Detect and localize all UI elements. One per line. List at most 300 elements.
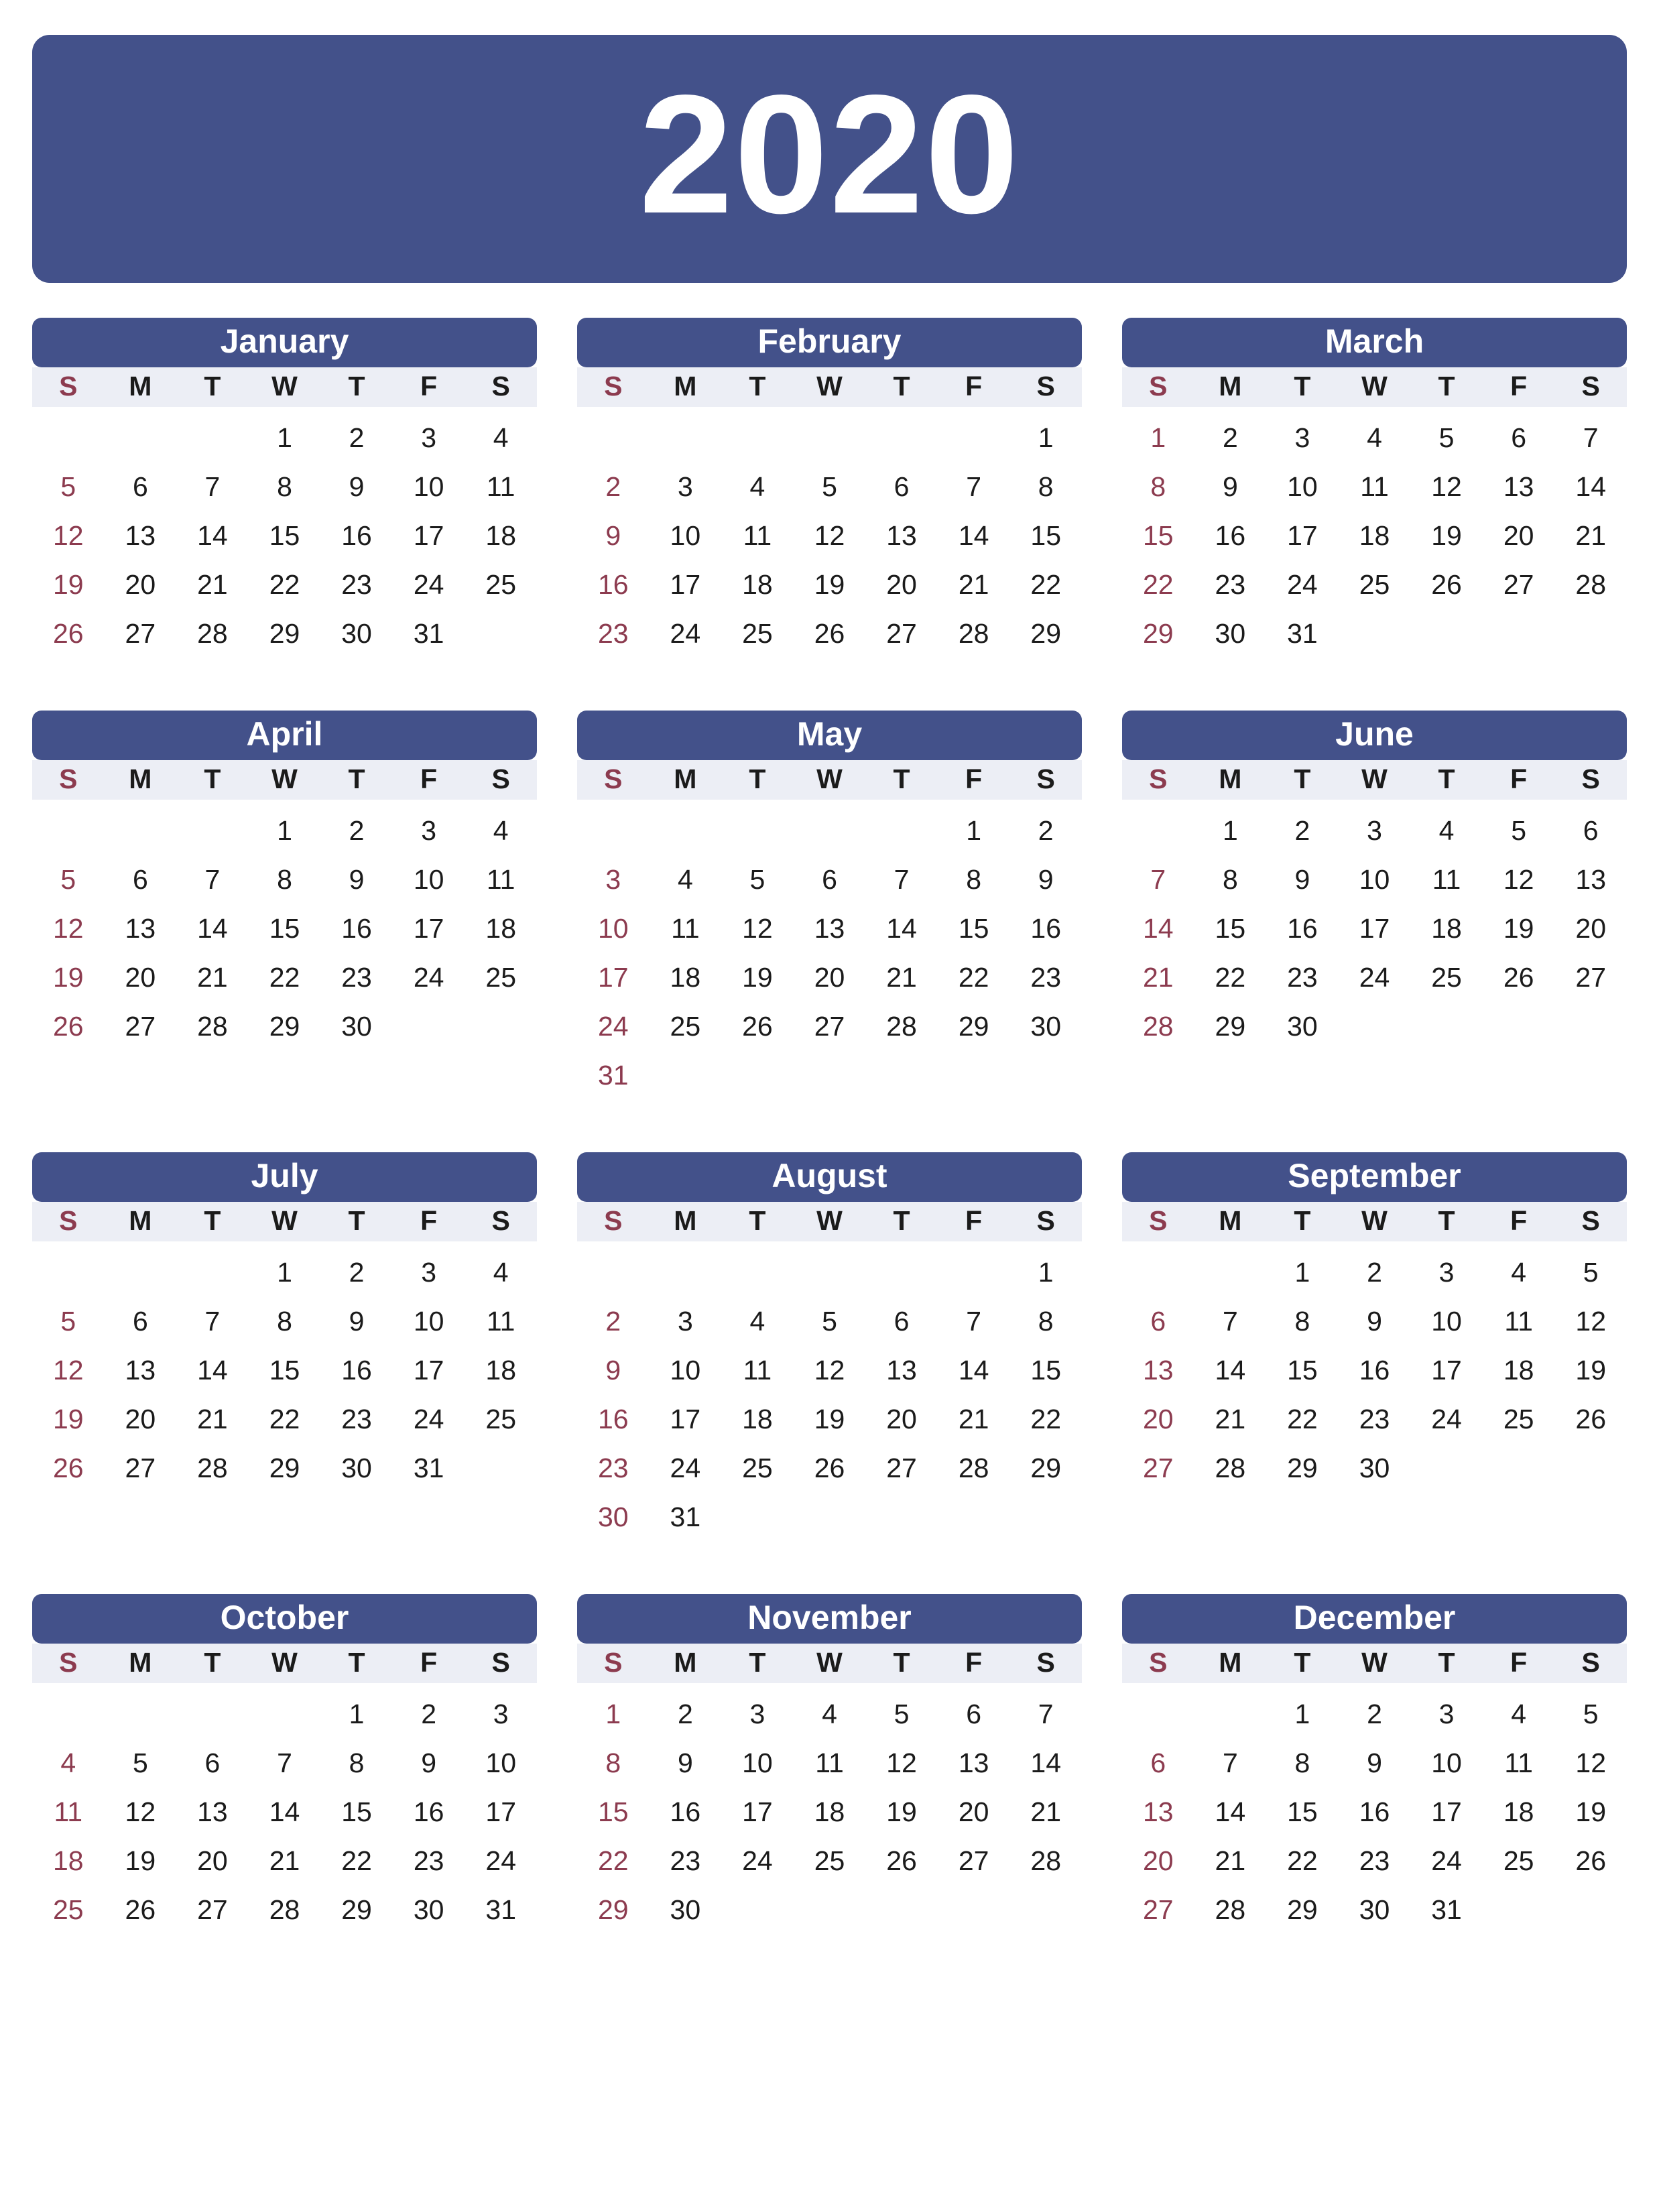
- day-cell[interactable]: 22: [597, 1845, 629, 1877]
- day-cell[interactable]: 2: [605, 471, 621, 503]
- day-cell[interactable]: 5: [822, 1306, 837, 1337]
- day-cell[interactable]: 28: [886, 1011, 917, 1042]
- day-cell[interactable]: 17: [1287, 520, 1318, 552]
- day-cell[interactable]: 8: [1038, 1306, 1054, 1337]
- day-cell[interactable]: 14: [1142, 913, 1174, 944]
- day-cell[interactable]: 18: [670, 962, 701, 993]
- day-cell[interactable]: 9: [605, 1355, 621, 1386]
- day-cell[interactable]: 10: [413, 471, 444, 503]
- day-cell[interactable]: 30: [341, 618, 372, 650]
- day-cell[interactable]: 26: [886, 1845, 917, 1877]
- day-cell[interactable]: 3: [749, 1699, 765, 1730]
- day-cell[interactable]: 28: [1142, 1011, 1174, 1042]
- day-cell[interactable]: 13: [125, 1355, 156, 1386]
- day-cell[interactable]: 13: [1142, 1355, 1174, 1386]
- day-cell[interactable]: 10: [1287, 471, 1318, 503]
- day-cell[interactable]: 5: [60, 864, 76, 896]
- day-cell[interactable]: 17: [1431, 1796, 1462, 1828]
- day-cell[interactable]: 21: [958, 1404, 989, 1435]
- day-cell[interactable]: 12: [52, 520, 84, 552]
- day-cell[interactable]: 24: [1359, 962, 1390, 993]
- day-cell[interactable]: 30: [413, 1894, 444, 1926]
- day-cell[interactable]: 30: [1359, 1453, 1390, 1484]
- day-cell[interactable]: 6: [132, 471, 148, 503]
- day-cell[interactable]: 3: [421, 815, 437, 847]
- day-cell[interactable]: 12: [742, 913, 773, 944]
- day-cell[interactable]: 7: [1583, 422, 1599, 454]
- day-cell[interactable]: 9: [677, 1747, 693, 1779]
- day-cell[interactable]: 4: [749, 1306, 765, 1337]
- day-cell[interactable]: 1: [277, 815, 292, 847]
- day-cell[interactable]: 9: [1367, 1306, 1382, 1337]
- day-cell[interactable]: 3: [1294, 422, 1310, 454]
- day-cell[interactable]: 18: [742, 1404, 773, 1435]
- day-cell[interactable]: 4: [1438, 815, 1455, 847]
- day-cell[interactable]: 28: [1215, 1453, 1246, 1484]
- day-cell[interactable]: 20: [1142, 1845, 1174, 1877]
- day-cell[interactable]: 4: [1367, 422, 1382, 454]
- day-cell[interactable]: 1: [605, 1699, 621, 1730]
- day-cell[interactable]: 21: [197, 962, 228, 993]
- day-cell[interactable]: 24: [413, 569, 444, 601]
- day-cell[interactable]: 9: [1294, 864, 1310, 896]
- day-cell[interactable]: 10: [597, 913, 629, 944]
- day-cell[interactable]: 8: [1294, 1306, 1310, 1337]
- day-cell[interactable]: 1: [1038, 1257, 1054, 1288]
- day-cell[interactable]: 8: [277, 864, 292, 896]
- day-cell[interactable]: 27: [1142, 1453, 1174, 1484]
- day-cell[interactable]: 20: [125, 1404, 156, 1435]
- day-cell[interactable]: 12: [814, 1355, 845, 1386]
- day-cell[interactable]: 18: [1431, 913, 1462, 944]
- day-cell[interactable]: 14: [1215, 1355, 1246, 1386]
- day-cell[interactable]: 23: [341, 569, 372, 601]
- day-cell[interactable]: 2: [1294, 815, 1310, 847]
- day-cell[interactable]: 13: [814, 913, 845, 944]
- day-cell[interactable]: 5: [60, 1306, 76, 1337]
- day-cell[interactable]: 15: [1287, 1355, 1318, 1386]
- day-cell[interactable]: 23: [1359, 1845, 1390, 1877]
- day-cell[interactable]: 14: [958, 520, 989, 552]
- day-cell[interactable]: 23: [413, 1845, 444, 1877]
- day-cell[interactable]: 19: [125, 1845, 156, 1877]
- day-cell[interactable]: 22: [1215, 962, 1246, 993]
- day-cell[interactable]: 2: [349, 815, 365, 847]
- day-cell[interactable]: 27: [1503, 569, 1534, 601]
- day-cell[interactable]: 22: [341, 1845, 372, 1877]
- day-cell[interactable]: 3: [421, 422, 437, 454]
- day-cell[interactable]: 17: [597, 962, 629, 993]
- day-cell[interactable]: 26: [1503, 962, 1534, 993]
- day-cell[interactable]: 3: [1367, 815, 1382, 847]
- day-cell[interactable]: 28: [197, 1011, 228, 1042]
- day-cell[interactable]: 5: [822, 471, 837, 503]
- day-cell[interactable]: 18: [742, 569, 773, 601]
- day-cell[interactable]: 27: [197, 1894, 228, 1926]
- day-cell[interactable]: 29: [269, 1011, 300, 1042]
- day-cell[interactable]: 21: [1215, 1845, 1246, 1877]
- day-cell[interactable]: 24: [1287, 569, 1318, 601]
- day-cell[interactable]: 4: [749, 471, 765, 503]
- day-cell[interactable]: 25: [742, 618, 773, 650]
- day-cell[interactable]: 23: [597, 618, 629, 650]
- day-cell[interactable]: 13: [958, 1747, 989, 1779]
- day-cell[interactable]: 23: [597, 1453, 629, 1484]
- day-cell[interactable]: 3: [493, 1699, 509, 1730]
- day-cell[interactable]: 1: [1294, 1257, 1310, 1288]
- day-cell[interactable]: 31: [670, 1501, 701, 1533]
- day-cell[interactable]: 6: [204, 1747, 221, 1779]
- day-cell[interactable]: 7: [966, 471, 982, 503]
- day-cell[interactable]: 11: [1504, 1747, 1533, 1779]
- day-cell[interactable]: 24: [742, 1845, 773, 1877]
- day-cell[interactable]: 6: [132, 1306, 148, 1337]
- day-cell[interactable]: 3: [1438, 1699, 1455, 1730]
- day-cell[interactable]: 20: [197, 1845, 228, 1877]
- day-cell[interactable]: 16: [1215, 520, 1246, 552]
- day-cell[interactable]: 10: [670, 520, 701, 552]
- day-cell[interactable]: 25: [52, 1894, 84, 1926]
- day-cell[interactable]: 19: [814, 1404, 845, 1435]
- day-cell[interactable]: 19: [52, 569, 84, 601]
- day-cell[interactable]: 18: [52, 1845, 84, 1877]
- day-cell[interactable]: 15: [1030, 1355, 1061, 1386]
- day-cell[interactable]: 19: [814, 569, 845, 601]
- day-cell[interactable]: 2: [1038, 815, 1054, 847]
- day-cell[interactable]: 24: [413, 1404, 444, 1435]
- day-cell[interactable]: 2: [349, 1257, 365, 1288]
- day-cell[interactable]: 19: [886, 1796, 917, 1828]
- day-cell[interactable]: 15: [1287, 1796, 1318, 1828]
- day-cell[interactable]: 23: [1030, 962, 1061, 993]
- day-cell[interactable]: 1: [966, 815, 982, 847]
- day-cell[interactable]: 14: [958, 1355, 989, 1386]
- day-cell[interactable]: 17: [485, 1796, 516, 1828]
- day-cell[interactable]: 7: [966, 1306, 982, 1337]
- day-cell[interactable]: 29: [1287, 1894, 1318, 1926]
- day-cell[interactable]: 5: [60, 471, 76, 503]
- day-cell[interactable]: 22: [269, 1404, 300, 1435]
- day-cell[interactable]: 13: [125, 520, 156, 552]
- day-cell[interactable]: 13: [1503, 471, 1534, 503]
- day-cell[interactable]: 9: [1038, 864, 1054, 896]
- day-cell[interactable]: 25: [1359, 569, 1390, 601]
- day-cell[interactable]: 6: [894, 1306, 910, 1337]
- day-cell[interactable]: 14: [197, 1355, 228, 1386]
- day-cell[interactable]: 18: [485, 913, 516, 944]
- day-cell[interactable]: 29: [341, 1894, 372, 1926]
- day-cell[interactable]: 12: [1503, 864, 1534, 896]
- day-cell[interactable]: 16: [597, 1404, 629, 1435]
- day-cell[interactable]: 1: [1294, 1699, 1310, 1730]
- day-cell[interactable]: 7: [894, 864, 910, 896]
- day-cell[interactable]: 10: [413, 864, 444, 896]
- day-cell[interactable]: 13: [1575, 864, 1606, 896]
- day-cell[interactable]: 19: [52, 1404, 84, 1435]
- day-cell[interactable]: 11: [486, 1306, 515, 1337]
- day-cell[interactable]: 29: [1287, 1453, 1318, 1484]
- day-cell[interactable]: 30: [1287, 1011, 1318, 1042]
- day-cell[interactable]: 7: [204, 1306, 221, 1337]
- day-cell[interactable]: 25: [1431, 962, 1462, 993]
- day-cell[interactable]: 25: [1503, 1845, 1534, 1877]
- day-cell[interactable]: 25: [485, 962, 516, 993]
- day-cell[interactable]: 25: [670, 1011, 701, 1042]
- day-cell[interactable]: 29: [269, 618, 300, 650]
- day-cell[interactable]: 26: [1575, 1404, 1606, 1435]
- day-cell[interactable]: 2: [349, 422, 365, 454]
- day-cell[interactable]: 14: [269, 1796, 300, 1828]
- day-cell[interactable]: 27: [125, 1011, 156, 1042]
- day-cell[interactable]: 8: [605, 1747, 621, 1779]
- day-cell[interactable]: 19: [1575, 1355, 1606, 1386]
- day-cell[interactable]: 6: [132, 864, 148, 896]
- day-cell[interactable]: 17: [1359, 913, 1390, 944]
- day-cell[interactable]: 14: [1215, 1796, 1246, 1828]
- day-cell[interactable]: 24: [670, 1453, 701, 1484]
- day-cell[interactable]: 19: [52, 962, 84, 993]
- day-cell[interactable]: 29: [1030, 618, 1061, 650]
- day-cell[interactable]: 29: [1215, 1011, 1246, 1042]
- day-cell[interactable]: 14: [197, 520, 228, 552]
- day-cell[interactable]: 5: [749, 864, 765, 896]
- day-cell[interactable]: 4: [1511, 1257, 1527, 1288]
- day-cell[interactable]: 9: [349, 471, 365, 503]
- day-cell[interactable]: 7: [204, 471, 221, 503]
- day-cell[interactable]: 8: [349, 1747, 365, 1779]
- day-cell[interactable]: 17: [413, 913, 444, 944]
- day-cell[interactable]: 3: [677, 471, 693, 503]
- day-cell[interactable]: 20: [886, 1404, 917, 1435]
- day-cell[interactable]: 19: [1503, 913, 1534, 944]
- day-cell[interactable]: 16: [341, 913, 372, 944]
- day-cell[interactable]: 15: [597, 1796, 629, 1828]
- day-cell[interactable]: 30: [1359, 1894, 1390, 1926]
- day-cell[interactable]: 30: [1030, 1011, 1061, 1042]
- day-cell[interactable]: 1: [1222, 815, 1238, 847]
- day-cell[interactable]: 11: [1360, 471, 1389, 503]
- day-cell[interactable]: 21: [269, 1845, 300, 1877]
- day-cell[interactable]: 1: [1038, 422, 1054, 454]
- day-cell[interactable]: 24: [597, 1011, 629, 1042]
- day-cell[interactable]: 18: [485, 520, 516, 552]
- day-cell[interactable]: 10: [1431, 1306, 1462, 1337]
- day-cell[interactable]: 30: [341, 1011, 372, 1042]
- day-cell[interactable]: 12: [1575, 1306, 1606, 1337]
- day-cell[interactable]: 14: [1030, 1747, 1061, 1779]
- day-cell[interactable]: 12: [52, 1355, 84, 1386]
- day-cell[interactable]: 1: [349, 1699, 365, 1730]
- day-cell[interactable]: 20: [958, 1796, 989, 1828]
- day-cell[interactable]: 30: [1215, 618, 1246, 650]
- day-cell[interactable]: 31: [413, 618, 444, 650]
- day-cell[interactable]: 12: [1575, 1747, 1606, 1779]
- day-cell[interactable]: 10: [742, 1747, 773, 1779]
- day-cell[interactable]: 7: [1150, 864, 1166, 896]
- day-cell[interactable]: 22: [1030, 569, 1061, 601]
- day-cell[interactable]: 2: [421, 1699, 437, 1730]
- day-cell[interactable]: 9: [1367, 1747, 1382, 1779]
- day-cell[interactable]: 5: [132, 1747, 148, 1779]
- day-cell[interactable]: 13: [197, 1796, 228, 1828]
- day-cell[interactable]: 13: [125, 913, 156, 944]
- day-cell[interactable]: 21: [958, 569, 989, 601]
- day-cell[interactable]: 6: [966, 1699, 982, 1730]
- day-cell[interactable]: 16: [670, 1796, 701, 1828]
- day-cell[interactable]: 31: [1431, 1894, 1462, 1926]
- day-cell[interactable]: 31: [485, 1894, 516, 1926]
- day-cell[interactable]: 12: [1431, 471, 1462, 503]
- day-cell[interactable]: 22: [269, 962, 300, 993]
- day-cell[interactable]: 17: [413, 1355, 444, 1386]
- day-cell[interactable]: 18: [1503, 1796, 1534, 1828]
- day-cell[interactable]: 14: [886, 913, 917, 944]
- day-cell[interactable]: 21: [1575, 520, 1606, 552]
- day-cell[interactable]: 23: [341, 1404, 372, 1435]
- day-cell[interactable]: 15: [269, 913, 300, 944]
- day-cell[interactable]: 27: [814, 1011, 845, 1042]
- day-cell[interactable]: 27: [1575, 962, 1606, 993]
- day-cell[interactable]: 1: [1150, 422, 1166, 454]
- day-cell[interactable]: 12: [125, 1796, 156, 1828]
- day-cell[interactable]: 7: [1222, 1747, 1238, 1779]
- day-cell[interactable]: 9: [421, 1747, 437, 1779]
- day-cell[interactable]: 23: [670, 1845, 701, 1877]
- day-cell[interactable]: 5: [1583, 1699, 1599, 1730]
- day-cell[interactable]: 15: [1142, 520, 1174, 552]
- day-cell[interactable]: 26: [1431, 569, 1462, 601]
- day-cell[interactable]: 8: [277, 471, 292, 503]
- day-cell[interactable]: 11: [1432, 864, 1461, 896]
- day-cell[interactable]: 29: [597, 1894, 629, 1926]
- day-cell[interactable]: 8: [1294, 1747, 1310, 1779]
- day-cell[interactable]: 18: [1503, 1355, 1534, 1386]
- day-cell[interactable]: 31: [1287, 618, 1318, 650]
- day-cell[interactable]: 3: [605, 864, 621, 896]
- day-cell[interactable]: 4: [677, 864, 693, 896]
- day-cell[interactable]: 18: [814, 1796, 845, 1828]
- day-cell[interactable]: 12: [814, 520, 845, 552]
- day-cell[interactable]: 2: [1367, 1257, 1382, 1288]
- day-cell[interactable]: 16: [1359, 1355, 1390, 1386]
- day-cell[interactable]: 5: [1583, 1257, 1599, 1288]
- day-cell[interactable]: 26: [52, 618, 84, 650]
- day-cell[interactable]: 20: [886, 569, 917, 601]
- day-cell[interactable]: 21: [1142, 962, 1174, 993]
- day-cell[interactable]: 5: [1511, 815, 1527, 847]
- day-cell[interactable]: 4: [493, 1257, 509, 1288]
- day-cell[interactable]: 27: [125, 1453, 156, 1484]
- day-cell[interactable]: 20: [814, 962, 845, 993]
- day-cell[interactable]: 28: [269, 1894, 300, 1926]
- day-cell[interactable]: 10: [670, 1355, 701, 1386]
- day-cell[interactable]: 20: [1503, 520, 1534, 552]
- day-cell[interactable]: 25: [742, 1453, 773, 1484]
- day-cell[interactable]: 7: [277, 1747, 292, 1779]
- day-cell[interactable]: 31: [413, 1453, 444, 1484]
- day-cell[interactable]: 15: [269, 520, 300, 552]
- day-cell[interactable]: 16: [413, 1796, 444, 1828]
- day-cell[interactable]: 4: [60, 1747, 76, 1779]
- day-cell[interactable]: 25: [485, 569, 516, 601]
- day-cell[interactable]: 28: [1575, 569, 1606, 601]
- day-cell[interactable]: 30: [670, 1894, 701, 1926]
- day-cell[interactable]: 15: [341, 1796, 372, 1828]
- day-cell[interactable]: 6: [1583, 815, 1599, 847]
- day-cell[interactable]: 23: [1287, 962, 1318, 993]
- day-cell[interactable]: 22: [1287, 1845, 1318, 1877]
- day-cell[interactable]: 16: [597, 569, 629, 601]
- day-cell[interactable]: 24: [413, 962, 444, 993]
- day-cell[interactable]: 21: [1215, 1404, 1246, 1435]
- day-cell[interactable]: 10: [413, 1306, 444, 1337]
- day-cell[interactable]: 8: [966, 864, 982, 896]
- day-cell[interactable]: 11: [743, 520, 772, 552]
- day-cell[interactable]: 4: [493, 815, 509, 847]
- day-cell[interactable]: 11: [1504, 1306, 1533, 1337]
- day-cell[interactable]: 21: [886, 962, 917, 993]
- day-cell[interactable]: 5: [1438, 422, 1455, 454]
- day-cell[interactable]: 11: [54, 1796, 83, 1828]
- day-cell[interactable]: 23: [341, 962, 372, 993]
- day-cell[interactable]: 16: [341, 520, 372, 552]
- day-cell[interactable]: 4: [822, 1699, 837, 1730]
- day-cell[interactable]: 23: [1359, 1404, 1390, 1435]
- day-cell[interactable]: 17: [670, 1404, 701, 1435]
- day-cell[interactable]: 10: [485, 1747, 516, 1779]
- day-cell[interactable]: 28: [958, 618, 989, 650]
- day-cell[interactable]: 22: [1287, 1404, 1318, 1435]
- day-cell[interactable]: 21: [197, 1404, 228, 1435]
- day-cell[interactable]: 13: [886, 520, 917, 552]
- day-cell[interactable]: 16: [1030, 913, 1061, 944]
- day-cell[interactable]: 7: [204, 864, 221, 896]
- day-cell[interactable]: 8: [1150, 471, 1166, 503]
- day-cell[interactable]: 29: [269, 1453, 300, 1484]
- day-cell[interactable]: 30: [341, 1453, 372, 1484]
- day-cell[interactable]: 27: [1142, 1894, 1174, 1926]
- day-cell[interactable]: 26: [814, 1453, 845, 1484]
- day-cell[interactable]: 20: [1575, 913, 1606, 944]
- day-cell[interactable]: 26: [814, 618, 845, 650]
- day-cell[interactable]: 12: [52, 913, 84, 944]
- day-cell[interactable]: 14: [1575, 471, 1606, 503]
- day-cell[interactable]: 17: [670, 569, 701, 601]
- day-cell[interactable]: 27: [125, 618, 156, 650]
- day-cell[interactable]: 22: [1030, 1404, 1061, 1435]
- day-cell[interactable]: 11: [743, 1355, 772, 1386]
- day-cell[interactable]: 24: [670, 618, 701, 650]
- day-cell[interactable]: 7: [1222, 1306, 1238, 1337]
- day-cell[interactable]: 2: [1367, 1699, 1382, 1730]
- day-cell[interactable]: 27: [886, 618, 917, 650]
- day-cell[interactable]: 16: [341, 1355, 372, 1386]
- day-cell[interactable]: 8: [1222, 864, 1238, 896]
- day-cell[interactable]: 2: [677, 1699, 693, 1730]
- day-cell[interactable]: 8: [277, 1306, 292, 1337]
- day-cell[interactable]: 25: [814, 1845, 845, 1877]
- day-cell[interactable]: 19: [1575, 1796, 1606, 1828]
- day-cell[interactable]: 6: [1150, 1747, 1166, 1779]
- day-cell[interactable]: 1: [277, 1257, 292, 1288]
- day-cell[interactable]: 15: [269, 1355, 300, 1386]
- day-cell[interactable]: 25: [1503, 1404, 1534, 1435]
- day-cell[interactable]: 20: [1142, 1404, 1174, 1435]
- day-cell[interactable]: 9: [349, 1306, 365, 1337]
- day-cell[interactable]: 4: [493, 422, 509, 454]
- day-cell[interactable]: 19: [1431, 520, 1462, 552]
- day-cell[interactable]: 17: [1431, 1355, 1462, 1386]
